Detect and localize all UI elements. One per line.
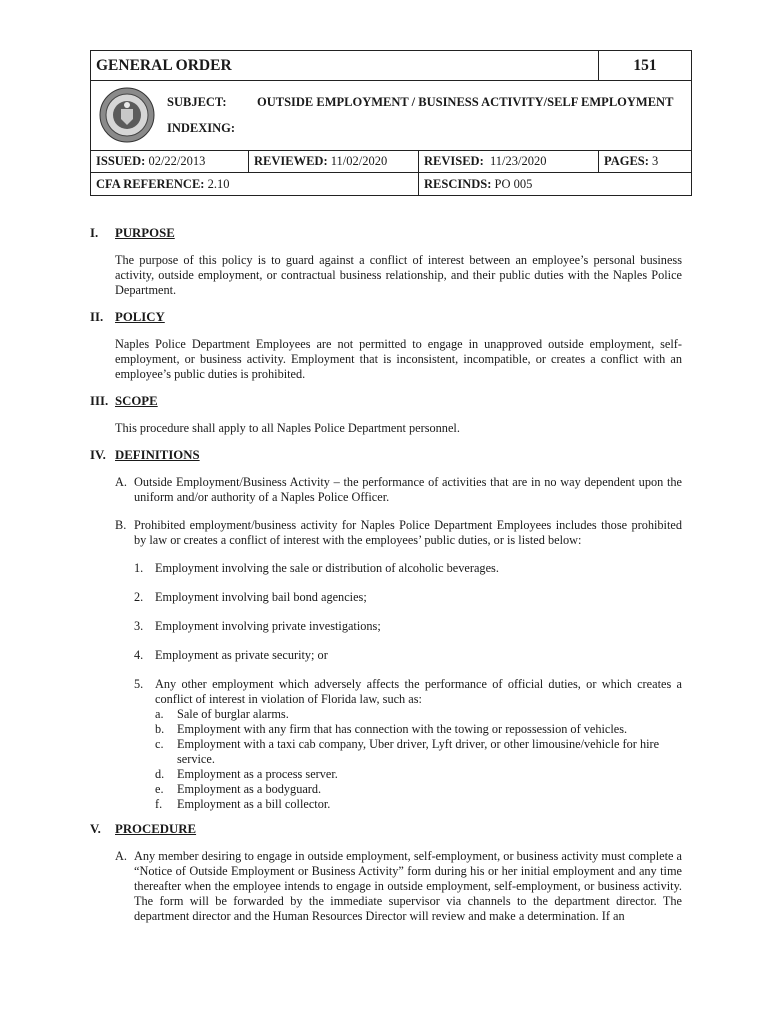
issued-value: 02/22/2013 [148, 154, 206, 168]
list-text: Any other employment which adversely affects the performance of official duties, or which creates a conflict of interest in violation of Florida law, such as: [155, 677, 682, 706]
section-heading-definitions [90, 448, 682, 463]
reviewed-value: 11/02/2020 [330, 154, 388, 168]
list-text: Prohibited employment/business activity for Naples Police Department Employees includes those prohibited by law or creates a conflict of interest with the employees’ public duties, or is listed below: [134, 518, 682, 547]
list-letter: A. [115, 475, 127, 489]
list-letter: B. [115, 518, 127, 532]
document-body [90, 226, 682, 937]
list-number: 1. [134, 561, 144, 575]
section-numeral: III. [90, 394, 109, 408]
pages-label: PAGES: [604, 154, 649, 168]
general-order-number: 151 [633, 56, 657, 74]
header-subject-row [91, 81, 691, 151]
list-text: Employment involving bail bond agencies; [155, 590, 367, 604]
issued-cell [91, 151, 249, 172]
cfa-reference-label: CFA REFERENCE: [96, 176, 205, 191]
sub-text: Employment with a taxi cab company, Uber driver, Lyft driver, or other limousine/vehicle for hire service. [177, 737, 660, 766]
sub-letter: b. [155, 722, 165, 736]
sub-item-b [155, 722, 682, 737]
cfa-reference-cell [91, 173, 419, 195]
cfa-reference-value: 2.10 [207, 176, 230, 191]
list-text: Any member desiring to engage in outside employment, self-employment, or business activity must complete a “Notice of Outside Employment or Business Activity” form during his or her initial employment and any time thereafter when the employee intends to engage in outside employment, self-employment, or business activity. The form will be forwarded by the immediate supervisor via channels to the department director. The department director and the Human Resources Director will review and make a determination. If an [134, 849, 682, 923]
numbered-item-2 [134, 590, 682, 605]
reviewed-label: REVIEWED: [254, 154, 328, 168]
reviewed-cell [249, 151, 419, 172]
spacer [90, 812, 682, 822]
issued-label: ISSUED: [96, 154, 146, 168]
revised-label: REVISED: [424, 154, 484, 168]
rescinds-label: RESCINDS: [424, 176, 492, 191]
revised-value: 11/23/2020 [490, 154, 547, 168]
sub-text: Sale of burglar alarms. [177, 707, 289, 721]
section-heading-scope [90, 394, 682, 409]
police-seal-icon [99, 87, 155, 143]
numbered-item-5 [134, 677, 682, 707]
purpose-paragraph: The purpose of this policy is to guard against a conflict of interest between an employee’s personal business activity, outside employment, or contractual business relationship, and their public duties with the Naples Police Department. [115, 253, 682, 297]
section-numeral: IV. [90, 448, 106, 462]
sub-item-d [155, 767, 682, 782]
list-number: 5. [134, 677, 144, 691]
scope-paragraph: This procedure shall apply to all Naples Police Department personnel. [115, 421, 460, 435]
sub-text: Employment as a process server. [177, 767, 338, 781]
header-title-row [91, 51, 691, 81]
sub-item-f [155, 797, 682, 812]
section-title: SCOPE [115, 394, 158, 408]
sub-letter: c. [155, 737, 164, 751]
definition-item-b [115, 518, 682, 548]
section-title: DEFINITIONS [115, 448, 200, 462]
section-title: PURPOSE [115, 226, 175, 240]
section-title: PROCEDURE [115, 822, 197, 836]
sub-item-c [155, 737, 682, 767]
subject-cell [91, 81, 691, 150]
general-order-title: GENERAL ORDER [91, 51, 599, 80]
section-heading-policy [90, 310, 682, 325]
section-heading-procedure [90, 822, 682, 837]
numbered-item-4 [134, 648, 682, 663]
header-dates-row [91, 151, 691, 173]
list-text: Employment involving the sale or distribution of alcoholic beverages. [155, 561, 499, 575]
list-number: 2. [134, 590, 144, 604]
rescinds-cell [419, 173, 691, 195]
section-title: POLICY [115, 310, 165, 324]
general-order-header-table [90, 50, 692, 196]
list-number: 3. [134, 619, 144, 633]
section-numeral: I. [90, 226, 99, 240]
sub-item-e [155, 782, 682, 797]
section-numeral: II. [90, 310, 104, 324]
header-reference-row [91, 173, 691, 195]
pages-value: 3 [652, 154, 659, 168]
list-text: Outside Employment/Business Activity – the performance of activities that are in no way dependent upon the uniform and/or authority of a Naples Police Officer. [134, 475, 682, 504]
rescinds-value: PO 005 [494, 176, 533, 191]
section-numeral: V. [90, 822, 101, 836]
sub-text: Employment as a bill collector. [177, 797, 331, 811]
sub-letter: d. [155, 767, 165, 781]
sub-letter: e. [155, 782, 164, 796]
list-number: 4. [134, 648, 144, 662]
list-text: Employment involving private investigations; [155, 619, 381, 633]
numbered-item-1 [134, 561, 682, 576]
sub-text: Employment with any firm that has connection with the towing or repossession of vehicles. [177, 722, 628, 736]
numbered-item-3 [134, 619, 682, 634]
definition-item-a [115, 475, 682, 505]
subject-label: SUBJECT: [167, 95, 227, 109]
subject-value: OUTSIDE EMPLOYMENT / BUSINESS ACTIVITY/SELF EMPLOYMENT [257, 95, 674, 109]
policy-paragraph: Naples Police Department Employees are not permitted to engage in unapproved outside employment, self-employment, or business activity. Employment that is inconsistent, incompatible, or creates a conflict with an employee’s public duties is prohibited. [115, 337, 682, 381]
sub-text: Employment as a bodyguard. [177, 782, 322, 796]
procedure-item-a [115, 849, 682, 924]
list-text: Employment as private security; or [155, 648, 328, 662]
section-heading-purpose [90, 226, 682, 241]
sub-letter: a. [155, 707, 164, 721]
pages-cell [599, 151, 691, 172]
sub-item-a [155, 707, 682, 722]
list-letter: A. [115, 849, 127, 863]
sub-letter: f. [155, 797, 163, 811]
indexing-label: INDEXING: [167, 121, 236, 135]
revised-cell [419, 151, 599, 172]
